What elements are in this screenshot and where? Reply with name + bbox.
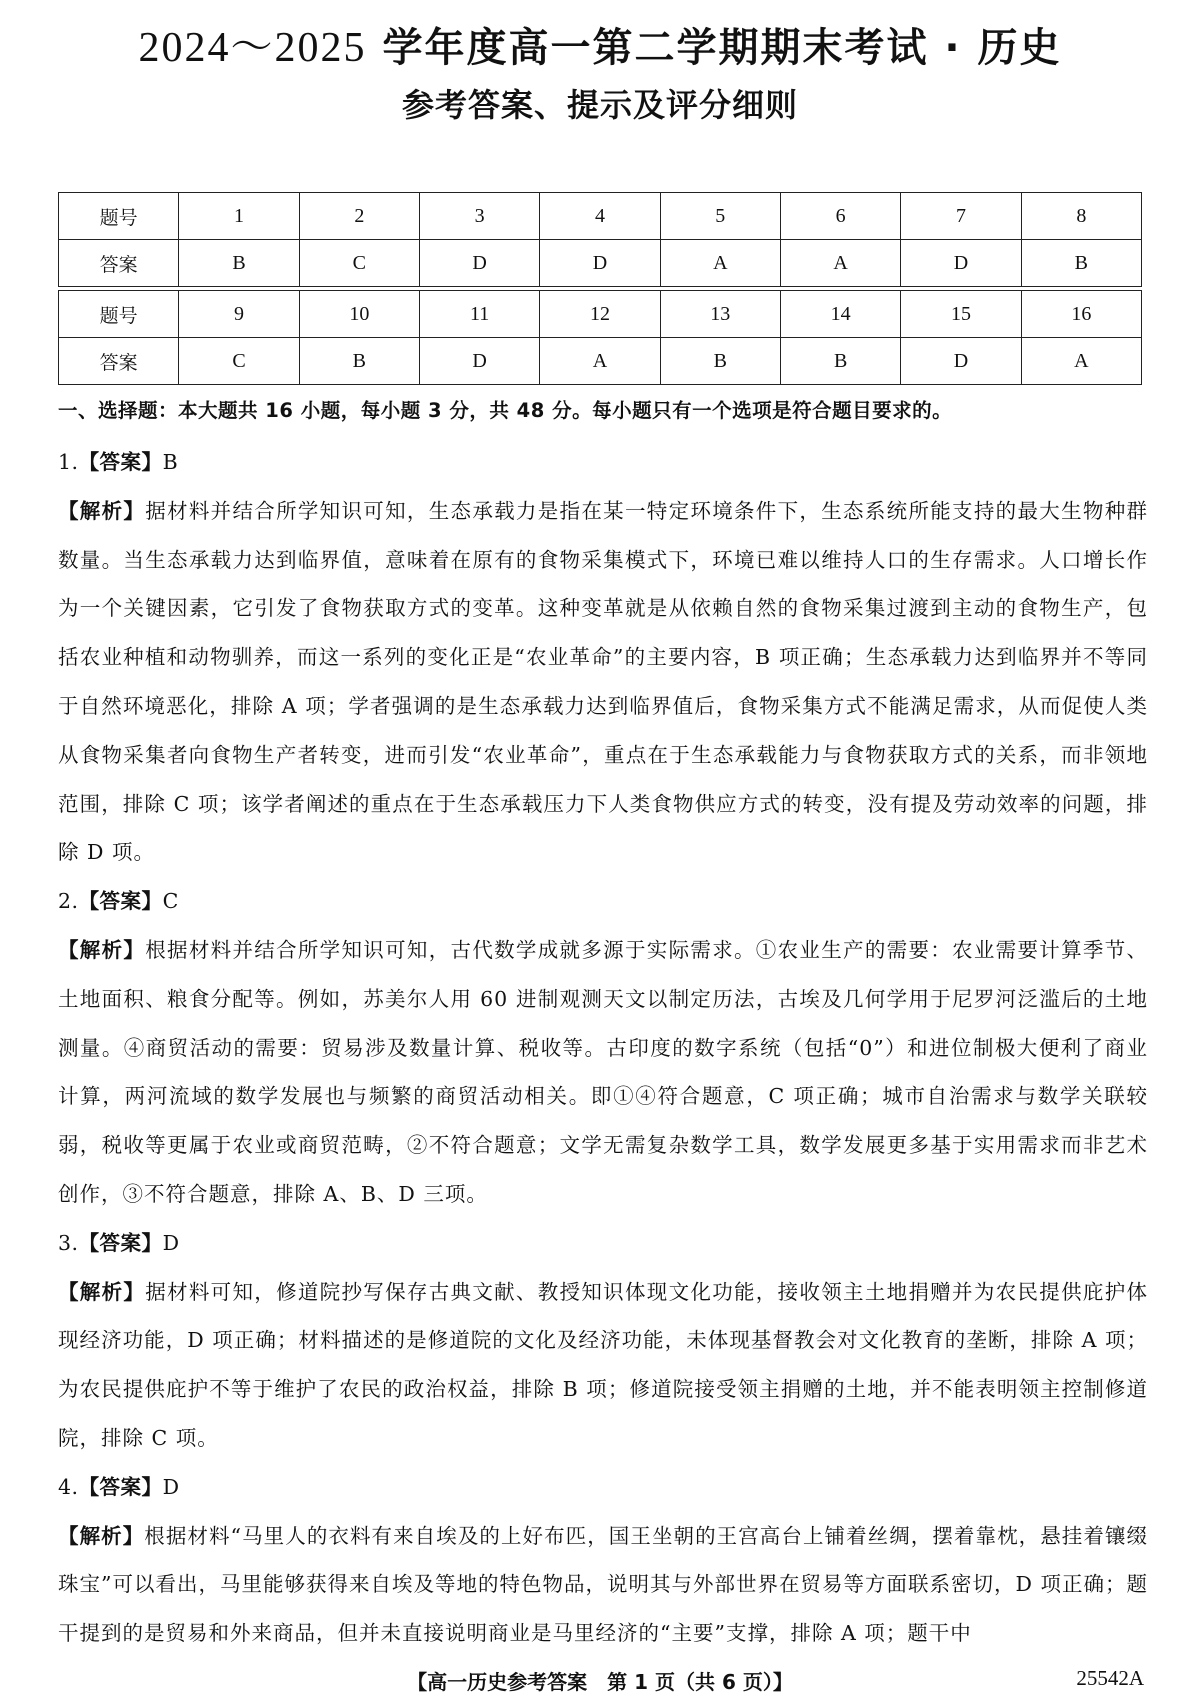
page-title [0, 14, 1200, 74]
answer-tag: 【答案】 [78, 1230, 163, 1255]
answer-cell: A [1021, 338, 1141, 385]
explanation-tag: 【解析】 [58, 1523, 145, 1548]
explanation-tag: 【解析】 [58, 1279, 146, 1304]
question-number: 7 [901, 193, 1021, 240]
answer-cell: C [299, 240, 419, 287]
question-number: 8 [1021, 193, 1141, 240]
question-label: 题号 [59, 193, 179, 240]
answer-cell: B [179, 240, 299, 287]
explanation [58, 926, 1148, 1219]
answer-tag: 【答案】 [78, 889, 163, 914]
explanation [58, 1512, 1148, 1658]
footer-code: 25542A [1076, 1666, 1144, 1690]
answer-cell: B [660, 338, 780, 385]
question-number: 1 [179, 193, 299, 240]
footer [0, 1666, 1200, 1696]
answer-value: B [162, 450, 179, 474]
explanation-text: 根据材料“马里人的衣料有来自埃及的上好布匹，国王坐朝的王宫高台上铺着丝绸，摆着靠枕，悬挂着镶缀珠宝”可以看出，马里能够获得来自埃及等地的特色物品，说明其与外部世界在贸易等方面联系密切，D 项正确；题干提到的是贸易和外来商品，但并未直接说明商业是马里经济的“主要”支撑，排除 A 项；题干中 [58, 1523, 1148, 1646]
explanation-text: 根据材料并结合所学知识可知，古代数学成就多源于实际需求。①农业生产的需要：农业需要计算季节、土地面积、粮食分配等。例如，苏美尔人用 60 进制观测天文以制定历法，古埃及几何学用于尼罗河泛滥后的土地测量。④商贸活动的需要：贸易涉及数量计算、税收等。古印度的数字系统（包括“0”）和进位制极大便利了商业计算，两河流域的数学发展也与频繁的商贸活动相关。即①④符合题意，C 项正确；城市自治需求与数学关联较弱，税收等更属于农业或商贸范畴，②不符合题意；文学无需复杂数学工具，数学发展更多基于实用需求而非艺术创作，③不符合题意，排除 A、B、D 三项。 [58, 937, 1149, 1206]
answer-tag: 【答案】 [78, 1474, 163, 1499]
answer-cell: C [179, 338, 299, 385]
explanation-text: 据材料并结合所学知识可知，生态承载力是指在某一特定环境条件下，生态系统所能支持的最大生物种群数量。当生态承载力达到临界值，意味着在原有的食物采集模式下，环境已难以维持人口的生存需求。人口增长作为一个关键因素，它引发了食物获取方式的变革。这种变革就是从依赖自然的食物采集过渡到主动的食物生产，包括农业种植和动物驯养，而这一系列的变化正是“农业革命”的主要内容，B 项正确；生态承载力达到临界并不等同于自然环境恶化，排除 A 项；学者强调的是生态承载力达到临界值后，食物采集方式不能满足需求，从而促使人类从食物采集者向食物生产者转变，进而引发“农业革命”，重点在于生态承载能力与食物获取方式的关系，而非领地范围，排除 C 项；该学者阐述的重点在于生态承载压力下人类食物供应方式的转变，没有提及劳动效率的问题，排除 D 项。 [58, 498, 1149, 865]
footer-page-info: 【高一历史参考答案 第 1 页（共 6 页）】 [407, 1670, 793, 1694]
explanation [58, 1268, 1148, 1463]
answer-line [58, 438, 1148, 487]
question-number: 9 [179, 291, 299, 338]
question-number: 4 [540, 193, 660, 240]
question-number: 16 [1021, 291, 1141, 338]
title-text: 学年度高一第二学期期末考试 · 历史 [366, 25, 1062, 71]
answer-cell: D [540, 240, 660, 287]
explanation-tag: 【解析】 [58, 937, 146, 962]
item-number: 1. [58, 450, 79, 474]
answer-tag: 【答案】 [78, 450, 163, 474]
question-number: 13 [660, 291, 780, 338]
question-number: 5 [660, 193, 780, 240]
question-number: 2 [299, 193, 419, 240]
answer-value: D [162, 1474, 180, 1499]
answer-cell: A [540, 338, 660, 385]
items-list [58, 438, 1148, 1658]
explanation-text: 据材料可知，修道院抄写保存古典文献、教授知识体现文化功能，接收领主土地捐赠并为农民提供庇护体现经济功能，D 项正确；材料描述的是修道院的文化及经济功能，未体现基督教会对文化教育的垄断，排除 A 项；为农民提供庇护不等于维护了农民的政治权益，排除 B 项；修道院接受领主捐赠的土地，并不能表明领主控制修道院，排除 C 项。 [58, 1279, 1149, 1450]
content [58, 396, 1148, 1658]
question-number: 15 [901, 291, 1021, 338]
question-number: 12 [540, 291, 660, 338]
answer-label: 答案 [59, 338, 179, 385]
item-number: 2. [58, 889, 79, 914]
answer-cell: B [299, 338, 419, 385]
answer-line [58, 877, 1148, 926]
answer-value: D [162, 1230, 180, 1255]
page-subtitle: 参考答案、提示及评分细则 [401, 86, 798, 124]
answer-cell: D [419, 240, 539, 287]
explanation [58, 487, 1148, 877]
question-number: 6 [780, 193, 900, 240]
answer-cell: D [901, 240, 1021, 287]
answer-line [58, 1219, 1148, 1268]
answer-label: 答案 [59, 240, 179, 287]
table-row-numbers [59, 291, 1142, 338]
answer-cell: D [901, 338, 1021, 385]
question-number: 10 [299, 291, 419, 338]
answer-table [58, 192, 1142, 385]
explanation-tag: 【解析】 [58, 498, 146, 523]
title-year: 2024～2025 [138, 25, 367, 71]
answer-cell: B [1021, 240, 1141, 287]
table-row-numbers [59, 193, 1142, 240]
item-number: 3. [58, 1230, 79, 1255]
section-heading: 一、选择题：本大题共 16 小题，每小题 3 分，共 48 分。每小题只有一个选项是符合题目要求的。 [58, 399, 953, 422]
answer-line [58, 1463, 1148, 1512]
question-label: 题号 [59, 291, 179, 338]
answer-value: C [162, 889, 179, 914]
table-row-answers [59, 338, 1142, 385]
question-number: 3 [419, 193, 539, 240]
question-number: 11 [419, 291, 539, 338]
answer-cell: A [660, 240, 780, 287]
table-row-answers [59, 240, 1142, 287]
question-number: 14 [780, 291, 900, 338]
answer-cell: A [780, 240, 900, 287]
answer-cell: D [419, 338, 539, 385]
answer-cell: B [780, 338, 900, 385]
item-number: 4. [58, 1474, 79, 1499]
